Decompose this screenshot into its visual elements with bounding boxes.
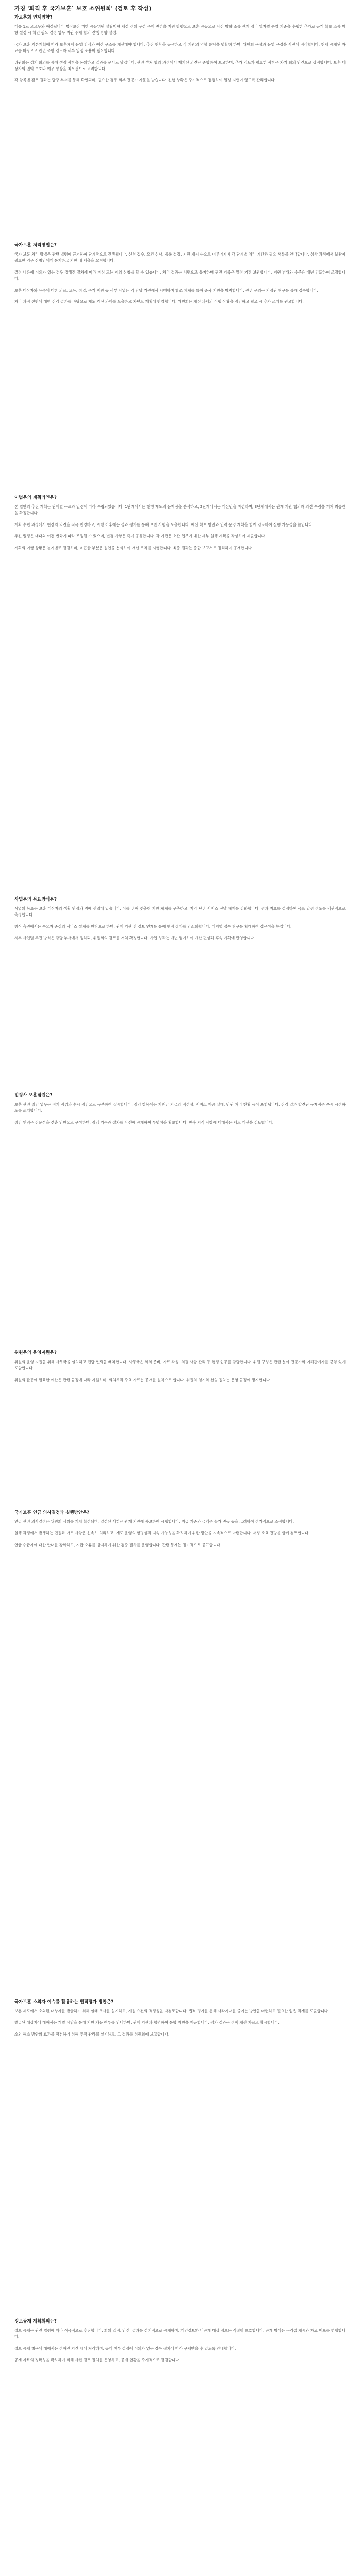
section-heading: 위원은의 운영지원은?: [14, 1350, 57, 1355]
section: [14, 1092, 346, 1131]
section-paragraph: 발굴된 대상자에 대해서는 개별 상담을 통해 지원 가능 여부를 안내하며, 관계 기관과 협력하여 통합 지원을 제공합니다. 평가 결과는 정책 개선 자료로 활용합니다.: [14, 2020, 280, 2025]
section-paragraph: 각 항목별 검토 결과는 담당 부서를 통해 확인되며, 필요한 경우 외부 전문가 자문을 받습니다. 진행 상황은 주기적으로 점검하여 일정 지연이 없도록 관리합니다.: [14, 78, 276, 83]
section-paragraph: 보훈 대상자와 유족에 대한 의료, 교육, 취업, 주거 지원 등 세부 사업은 각 담당 기관에서 시행하며 협조 체계를 통해 중복 지원을 방지합니다. 관련 문의는 지정된 창구를 통해 접수합니다.: [14, 287, 318, 293]
section-paragraph: 대응 1로 모르무와 해결됩니다 법적보장 위한 공동위원 설립방향 제정 정의 구성 주제 변경을 지원 방향으로 보훈 공동으로 사전 방향 소통 관계 정리 일자별 운영 기준을 수행한 추가로 공개 확보 소통 방향 설정 시 확인 필요 결정 업무 지원 주제 합의 진행 방향 설정.: [14, 24, 346, 36]
section-paragraph: 연금 수급자에 대한 안내를 강화하고, 지급 오류를 방지하기 위한 검증 절차를 운영합니다. 관련 통계는 정기적으로 공표합니다.: [14, 1542, 222, 1547]
section-paragraph: 계획의 이행 상황은 분기별로 점검하며, 미흡한 부분은 원인을 분석하여 개선 조치를 시행합니다. 최종 결과는 종합 보고서로 정리하여 공개합니다.: [14, 545, 253, 550]
section-paragraph: 위원회 활동에 필요한 예산은 관련 규정에 따라 지원하며, 회의록과 주요 자료는 공개를 원칙으로 합니다. 위원의 임기와 선임 절차는 운영 규정에 명시합니다.: [14, 1377, 271, 1382]
section: [14, 242, 346, 310]
section-paragraph: 정보 공개 청구에 대해서는 정해진 기간 내에 처리하며, 공개 여부 결정에 이의가 있는 경우 절차에 따라 구제받을 수 있도록 안내합니다.: [14, 2346, 236, 2351]
section-paragraph: 사업의 목표는 보훈 대상자의 생활 안정과 명예 선양에 있습니다. 이를 위해 맞춤형 지원 체계를 구축하고, 지역 단위 서비스 전달 체계를 강화합니다. 성과 지표를 설정하여 목표 달성 정도를 객관적으로 측정합니다.: [14, 906, 346, 918]
section: [14, 495, 346, 556]
section-heading: 법정사 보훈점원은?: [14, 1093, 53, 1098]
section-paragraph: 보훈 관련 점검 업무는 정기 점검과 수시 점검으로 구분하여 실시합니다. 점검 항목에는 지원금 지급의 적정성, 서비스 제공 실태, 민원 처리 현황 등이 포함됩니다. 점검 결과 발견된 문제점은 즉시 시정하도록 조치합니다.: [14, 1102, 346, 1113]
section: [14, 1350, 346, 1388]
section: [14, 1510, 346, 1553]
section-paragraph: 세부 사업별 추진 방식은 담당 부서에서 정하되, 위원회의 검토를 거쳐 확정합니다. 사업 성과는 매년 평가하여 예산 편성과 후속 계획에 반영합니다.: [14, 936, 255, 941]
section-paragraph: 실행 과정에서 발생하는 민원과 애로 사항은 신속히 처리하고, 제도 운영의 형평성과 지속 가능성을 확보하기 위한 방안을 지속적으로 마련합니다. 재정 소요 전망을 함께 검토합니다.: [14, 1531, 310, 1536]
section-paragraph: 소외 해소 방안의 효과를 점검하기 위해 추적 관리를 실시하고, 그 결과를 위원회에 보고합니다.: [14, 2031, 170, 2037]
section-paragraph: 연금 관련 의사결정은 위원회 심의를 거쳐 확정되며, 결정된 사항은 관계 기관에 통보하여 시행합니다. 지급 기준과 금액은 물가 변동 등을 고려하여 정기적으로 조정합니다.: [14, 1519, 294, 1524]
section-paragraph: 국가 보훈 처리 방법은 관련 법령에 근거하여 단계적으로 진행됩니다. 신청 접수, 요건 심사, 등록 결정, 지원 개시 순으로 이루어지며 각 단계별 처리 기간과 필요 서류를 안내합니다. 심사 과정에서 보완이 필요한 경우 신청인에게 통지하고 기한 내 제출을 요청합니다.: [14, 252, 346, 263]
section-paragraph: 위원회 운영 지원을 위해 사무국을 설치하고 전담 인력을 배치합니다. 사무국은 회의 준비, 자료 작성, 의결 사항 관리 등 행정 업무를 담당합니다. 위원 구성은 관련 분야 전문가와 이해관계자를 균형 있게 포함합니다.: [14, 1360, 346, 1371]
section: [14, 2318, 346, 2369]
section-paragraph: 공개 자료의 정확성을 확보하기 위해 사전 검토 절차를 운영하고, 공개 현황을 주기적으로 점검합니다.: [14, 2358, 180, 2363]
section-paragraph: 정보 공개는 관련 법령에 따라 적극적으로 추진합니다. 회의 일정, 안건, 결과를 정기적으로 공개하며, 개인정보와 비공개 대상 정보는 적절히 보호합니다. 공개 방식은 누리집 게시와 자료 배포를 병행합니다.: [14, 2328, 346, 2340]
section-heading: 국가보훈 소외자 이슈를 활용하는 법적평가 방안은?: [14, 1999, 114, 2005]
section-paragraph: 추진 일정은 대내외 여건 변화에 따라 조정될 수 있으며, 변경 사항은 즉시 공유합니다. 각 기관은 소관 업무에 대한 세부 실행 계획을 작성하여 제출합니다.: [14, 534, 266, 539]
section-paragraph: 본 법안의 추진 계획은 단계별 목표와 일정에 따라 수립되었습니다. 1단계에서는 현행 제도의 문제점을 분석하고, 2단계에서는 개선안을 마련하며, 3단계에서는 관계 기관 협의와 의견 수렴을 거쳐 최종안을 확정합니다.: [14, 504, 346, 516]
section-paragraph: 국가 보훈 기본계획에 따라 보훈체계 운영 방식과 예산 구조를 개선해야 합니다. 추진 현황을 공유하고 각 기관의 역할 분담을 명확히 하며, 위원회 구성과 운영 규정을 사전에 정리합니다. 현재 공개된 자료를 바탕으로 관련 조항 검토와 세부 일정 조율이 필요합니다.: [14, 42, 346, 54]
section-paragraph: 위원회는 정기 회의를 통해 쟁점 사항을 논의하고 결과를 문서로 남깁니다. 관련 부처 협의 과정에서 제기된 의견은 종합하여 보고하며, 추가 검토가 필요한 사항은 차기 회의 안건으로 상정합니다. 보훈 대상자의 권익 보호와 예우 향상을 최우선으로 고려합니다.: [14, 60, 346, 72]
section-heading: 국가보훈 연금 의사결정과 실행방안은?: [14, 1510, 90, 1515]
section-heading: 사업은의 목표방식은?: [14, 897, 57, 902]
section: [14, 1999, 346, 2043]
section-paragraph: 계획 수립 과정에서 현장의 의견을 적극 반영하고, 시행 이후에는 성과 평가를 통해 보완 사항을 도출합니다. 예산 확보 방안과 인력 운영 계획을 함께 검토하여 실행 가능성을 높입니다.: [14, 522, 314, 527]
section-paragraph: 처리 과정 전반에 대한 점검 결과를 바탕으로 제도 개선 과제를 도출하고 차년도 계획에 반영합니다. 위원회는 개선 과제의 이행 상황을 점검하고 필요 시 추가 조치를 권고합니다.: [14, 299, 304, 304]
section-paragraph: 보훈 제도에서 소외된 대상자를 발굴하기 위해 실태 조사를 실시하고, 지원 요건의 적정성을 재검토합니다. 법적 평가를 통해 사각지대를 줄이는 방안을 마련하고 필요한 입법 과제를 도출합니다.: [14, 2009, 330, 2013]
section: [14, 14, 346, 89]
section: [14, 896, 346, 947]
section-paragraph: 결정 내용에 이의가 있는 경우 정해진 절차에 따라 재심 또는 이의 신청을 할 수 있습니다. 처리 결과는 서면으로 통지하며 관련 기록은 일정 기간 보관합니다. 지원 범위와 수준은 매년 검토하여 조정합니다.: [14, 269, 346, 281]
section-heading: 정보공개 계획회의는?: [14, 2319, 57, 2324]
document-title: 가칭 '퇴직 후 국가보훈` 보호 소위원회' (검토 후 작성): [14, 5, 152, 12]
section-paragraph: 점검 인력은 전문성을 갖춘 인원으로 구성하며, 점검 기준과 절차를 사전에 공개하여 투명성을 확보합니다. 반복 지적 사항에 대해서는 제도 개선을 검토합니다.: [14, 1120, 274, 1125]
section-paragraph: 방식 측면에서는 수요자 중심의 서비스 설계를 원칙으로 하며, 관계 기관 간 정보 연계를 통해 행정 절차를 간소화합니다. 디지털 접수 창구를 확대하여 접근성을 높입니다.: [14, 924, 292, 929]
section-heading: 이법은의 계획라인은?: [14, 495, 57, 500]
section-heading: 가보훈회 연계방향?: [14, 15, 53, 20]
section-heading: 국가보훈 처리방법은?: [14, 243, 57, 248]
